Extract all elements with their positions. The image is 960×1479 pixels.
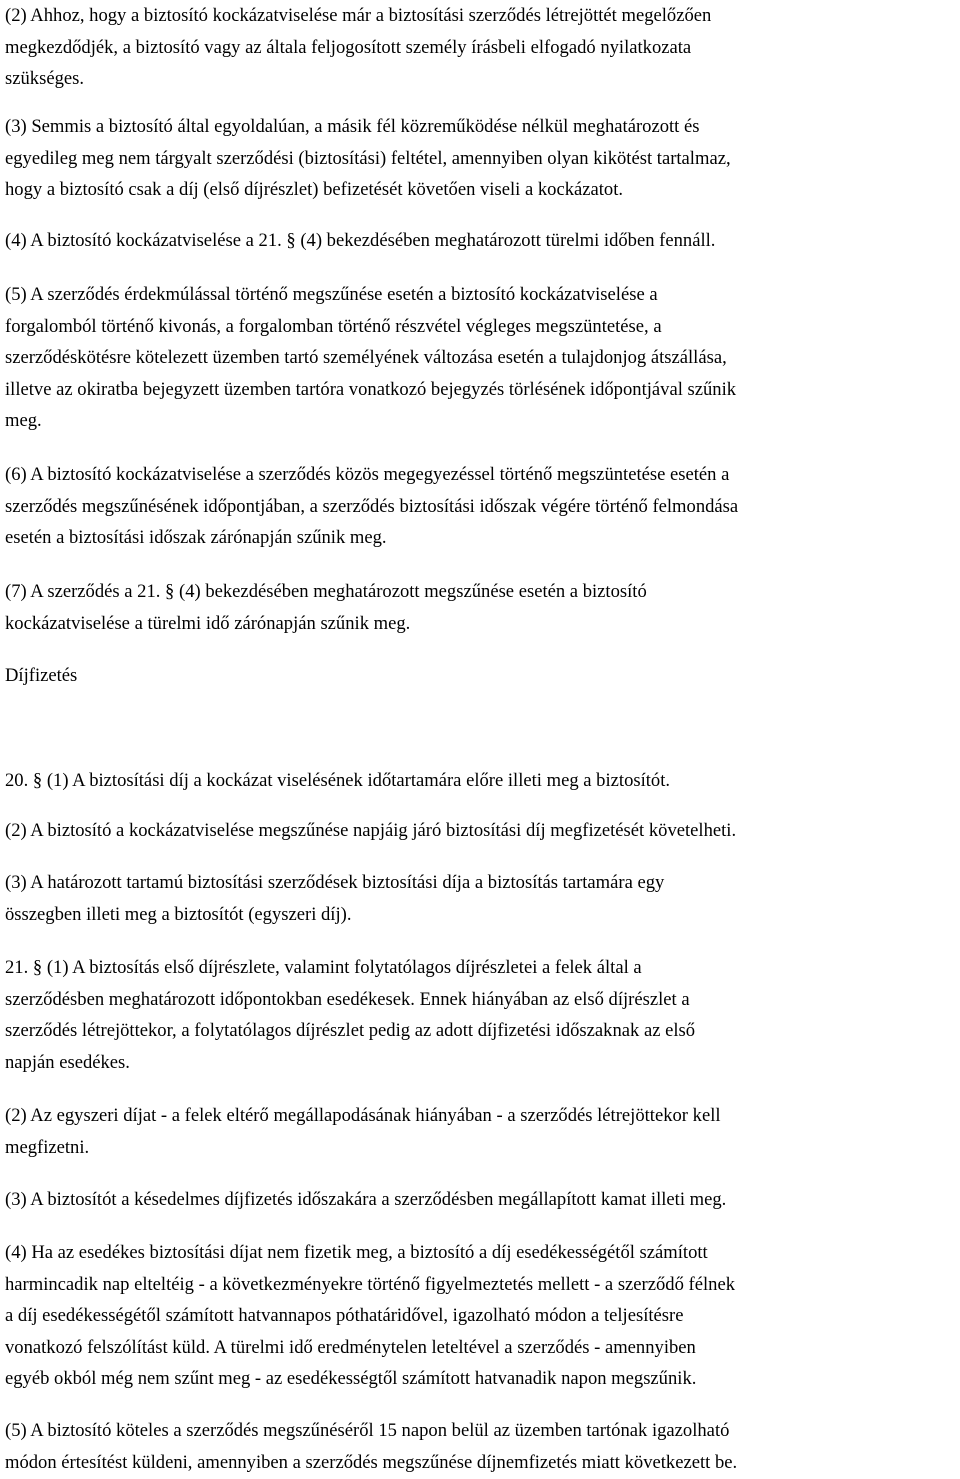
paragraph-line: (6) A biztosító kockázatviselése a szerződés közös megegyezéssel történő megszüntetése esetén a bbox=[5, 464, 730, 485]
paragraph-line: kockázatviselése a türelmi idő zárónapján szűnik meg. bbox=[5, 612, 411, 634]
paragraph-line: szerződés létrejöttekor, a folytatólagos díjrészlet pedig az adott díjfizetési időszaknak az első bbox=[5, 1020, 696, 1041]
paragraph-line: 21. § (1) A biztosítás első díjrészlete, valamint folytatólagos díjrészletei a felek által a bbox=[5, 957, 642, 978]
section-21-paragraph-5 bbox=[5, 1415, 737, 1478]
paragraph-line: szükséges. bbox=[5, 68, 85, 89]
paragraph-line: harmincadik nap elteltéig - a következményekre történő figyelmeztetés mellett - a szerződő félnek bbox=[5, 1273, 735, 1295]
paragraph-line: módon értesítést küldeni, amennyiben a szerződés megszűnése díjnemfizetés miatt következett be. bbox=[5, 1451, 738, 1473]
paragraph-2-ahhoz bbox=[5, 0, 711, 95]
section-20-paragraph-2 bbox=[5, 815, 736, 847]
paragraph-line: szerződéskötésre kötelezett üzemben tartó személyének változása esetén a tulajdonjog átszállása, bbox=[5, 347, 727, 368]
paragraph-3-semmis bbox=[5, 111, 731, 206]
paragraph-line: megkezdődjék, a biztosító vagy az általa feljogosított személy írásbeli elfogadó nyilatkozata bbox=[5, 36, 692, 58]
paragraph-line: (3) A határozott tartamú biztosítási szerződések biztosítási díja a biztosítás tartamára egy bbox=[5, 872, 665, 893]
paragraph-line: (3) Semmis a biztosító által egyoldalúan, a másik fél közreműködése nélkül meghatározott és bbox=[5, 116, 700, 137]
paragraph-line: hogy a biztosító csak a díj (első díjrészlet) befizetését követően viseli a kockázatot. bbox=[5, 179, 624, 200]
paragraph-line: megfizetni. bbox=[5, 1136, 90, 1158]
paragraph-line: meg. bbox=[5, 410, 42, 431]
paragraph-line: összegben illeti meg a biztosítót (egyszeri díj). bbox=[5, 903, 352, 925]
paragraph-line: napján esedékes. bbox=[5, 1051, 130, 1073]
paragraph-line: (5) A szerződés érdekmúlással történő megszűnése esetén a biztosító kockázatviselése a bbox=[5, 284, 658, 305]
paragraph-line: (4) A biztosító kockázatviselése a 21. § (4) bekezdésében meghatározott türelmi időben fennáll. bbox=[5, 230, 716, 251]
paragraph-line: a díj esedékességétől számított hatvannapos póthatáridővel, igazolható módon a teljesítésre bbox=[5, 1305, 684, 1326]
paragraph-line: egyedileg meg nem tárgyalt szerződési (biztosítási) feltétel, amennyiben olyan kikötést tartalmaz, bbox=[5, 147, 731, 169]
paragraph-line: forgalomból történő kivonás, a forgalomban történő részvétel végleges megszüntetése, a bbox=[5, 315, 662, 337]
paragraph-4-turelmi bbox=[5, 225, 715, 257]
section-20-paragraph-3 bbox=[5, 867, 664, 930]
paragraph-6-kozos bbox=[5, 459, 738, 554]
paragraph-line: vonatkozó felszólítást küld. A türelmi idő eredménytelen leteltével a szerződés - amennyiben bbox=[5, 1336, 696, 1358]
paragraph-line: illetve az okiratba bejegyzett üzemben tartóra vonatkozó bejegyzés törlésének időpontjával szűnik bbox=[5, 378, 737, 400]
section-20-paragraph-1 bbox=[5, 765, 670, 797]
section-heading-dijfizetes bbox=[5, 660, 77, 692]
section-21-paragraph-3 bbox=[5, 1184, 726, 1216]
paragraph-line: (2) Az egyszeri díjat - a felek eltérő megállapodásának hiányában - a szerződés létrejöttekor kell bbox=[5, 1105, 721, 1126]
paragraph-line: (5) A biztosító köteles a szerződés megszűnéséről 15 napon belül az üzemben tartónak igazolható bbox=[5, 1420, 730, 1441]
paragraph-line: (2) A biztosító a kockázatviselése megszűnése napjáig járó biztosítási díj megfizetését követelheti. bbox=[5, 820, 737, 841]
paragraph-line: szerződésben meghatározott időpontokban esedékesek. Ennek hiányában az első díjrészlet a bbox=[5, 988, 690, 1010]
paragraph-5-erdekmulas bbox=[5, 279, 736, 437]
paragraph-line: egyéb okból még nem szűnt meg - az esedékességtől számított hatvanadik napon megszűnik. bbox=[5, 1368, 697, 1389]
paragraph-7-zaronap bbox=[5, 576, 647, 639]
paragraph-line: (7) A szerződés a 21. § (4) bekezdésében meghatározott megszűnése esetén a biztosító bbox=[5, 581, 647, 602]
paragraph-line: (3) A biztosítót a késedelmes díjfizetés időszakára a szerződésben megállapított kamat illeti meg. bbox=[5, 1189, 727, 1210]
section-21-paragraph-4 bbox=[5, 1237, 735, 1395]
paragraph-line: 20. § (1) A biztosítási díj a kockázat viselésének időtartamára előre illeti meg a biztosítót. bbox=[5, 770, 671, 791]
section-21-paragraph-1 bbox=[5, 952, 695, 1078]
paragraph-line: (4) Ha az esedékes biztosítási díjat nem fizetik meg, a biztosító a díj esedékességétől számított bbox=[5, 1242, 708, 1263]
paragraph-line: szerződés megszűnésének időpontjában, a szerződés biztosítási időszak végére történő felmondása bbox=[5, 495, 739, 517]
heading-text: Díjfizetés bbox=[5, 665, 78, 686]
paragraph-line: esetén a biztosítási időszak zárónapján szűnik meg. bbox=[5, 527, 387, 548]
section-21-paragraph-2 bbox=[5, 1100, 721, 1163]
paragraph-line: (2) Ahhoz, hogy a biztosító kockázatviselése már a biztosítási szerződés létrejöttét megelőzően bbox=[5, 5, 712, 26]
